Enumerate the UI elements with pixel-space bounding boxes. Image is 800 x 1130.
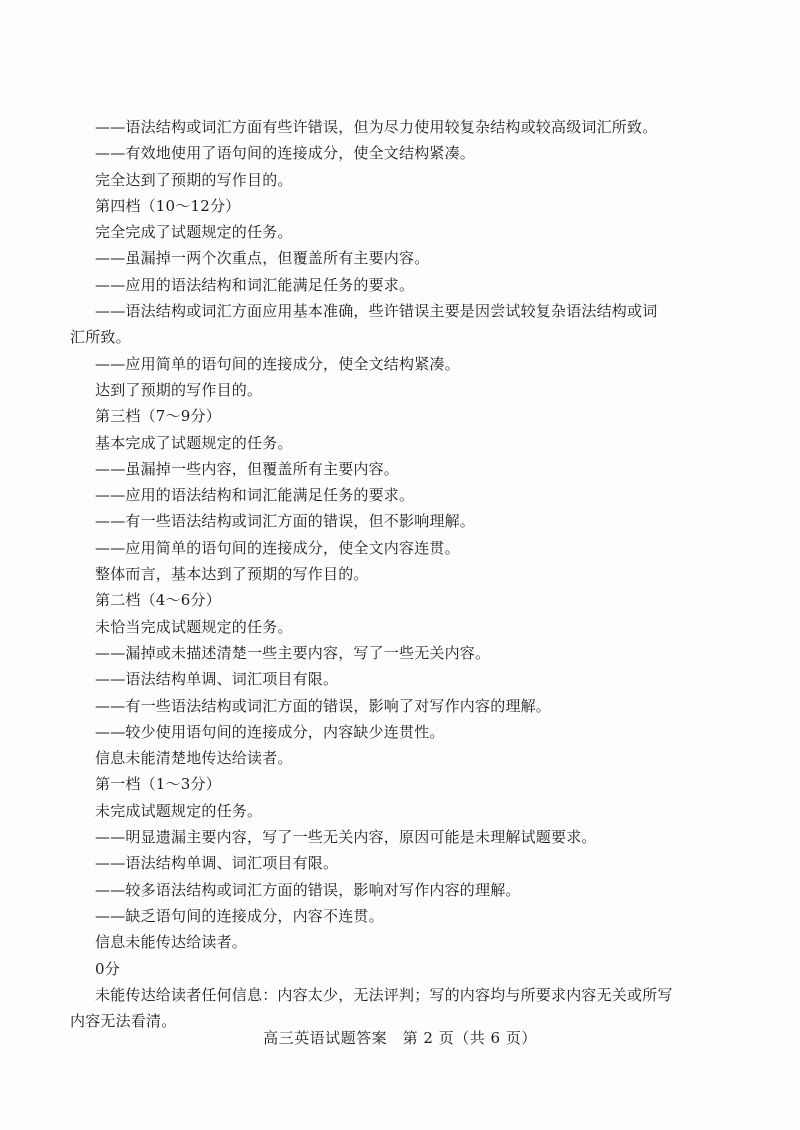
summary-line: 完全达到了预期的写作目的。: [95, 170, 293, 189]
band-heading-4: 第四档（10～12分）: [95, 196, 241, 215]
band-heading-3: 第三档（7～9分）: [95, 407, 221, 426]
criterion-line: ——有一些语法结构或词汇方面的错误，但不影响理解。: [95, 512, 476, 531]
criterion-line: ——缺乏语句间的连接成分，内容不连贯。: [95, 906, 384, 925]
criterion-line: ——应用的语法结构和词汇能满足任务的要求。: [95, 275, 415, 294]
criterion-line: ——语法结构单调、词汇项目有限。: [95, 670, 339, 689]
criterion-line: ——应用简单的语句间的连接成分，使全文结构紧凑。: [95, 354, 460, 373]
summary-line: 信息未能传达给读者。: [95, 933, 248, 952]
summary-line: 基本完成了试题规定的任务。: [95, 433, 293, 452]
criterion-line: ——语法结构或词汇方面有些许错误，但为尽力使用较复杂结构或较高级词汇所致。: [95, 118, 658, 136]
band-heading-2: 第二档（4～6分）: [95, 591, 221, 610]
criterion-line: ——明显遗漏主要内容，写了一些无关内容，原因可能是未理解试题要求。: [95, 828, 597, 847]
summary-line: 达到了预期的写作目的。: [95, 380, 263, 399]
criterion-line-continued: 汇所致。: [70, 328, 131, 347]
criterion-line: ——较少使用语句间的连接成分，内容缺少连贯性。: [95, 722, 445, 741]
criterion-line: ——虽漏掉一些内容，但覆盖所有主要内容。: [95, 459, 400, 478]
criterion-line: ——较多语法结构或词汇方面的错误，影响对写作内容的理解。: [95, 880, 521, 899]
criterion-line: ——应用简单的语句间的连接成分，使全文内容连贯。: [95, 538, 460, 557]
criterion-line: ——有效地使用了语句间的连接成分，使全文结构紧凑。: [95, 144, 476, 163]
band-heading-1: 第一档（1～3分）: [95, 775, 221, 794]
summary-line: 整体而言，基本达到了预期的写作目的。: [95, 565, 369, 584]
summary-line: 信息未能清楚地传达给读者。: [95, 749, 293, 768]
summary-line: 未能传达给读者任何信息：内容太少，无法评判；写的内容均与所要求内容无关或所写: [95, 985, 673, 1004]
page-body: [70, 114, 685, 1034]
criterion-line: ——漏掉或未描述清楚一些主要内容，写了一些无关内容。: [95, 643, 491, 662]
summary-line-continued: 内容无法看清。: [70, 1012, 177, 1031]
summary-line: 未恰当完成试题规定的任务。: [95, 617, 293, 636]
criterion-line: ——虽漏掉一两个次重点，但覆盖所有主要内容。: [95, 249, 430, 268]
summary-line: 未完成试题规定的任务。: [95, 801, 263, 820]
summary-line: 完全完成了试题规定的任务。: [95, 223, 293, 242]
criterion-line: ——有一些语法结构或词汇方面的错误，影响了对写作内容的理解。: [95, 696, 552, 715]
criterion-line: ——语法结构单调、词汇项目有限。: [95, 854, 339, 873]
band-heading-0: 0分: [95, 959, 120, 978]
criterion-line: ——语法结构或词汇方面应用基本准确，些许错误主要是因尝试较复杂语法结构或词: [95, 302, 658, 321]
criterion-line: ——应用的语法结构和词汇能满足任务的要求。: [95, 486, 415, 505]
page-footer: 高三英语试题答案 第 2 页（共 6 页）: [263, 1029, 537, 1047]
